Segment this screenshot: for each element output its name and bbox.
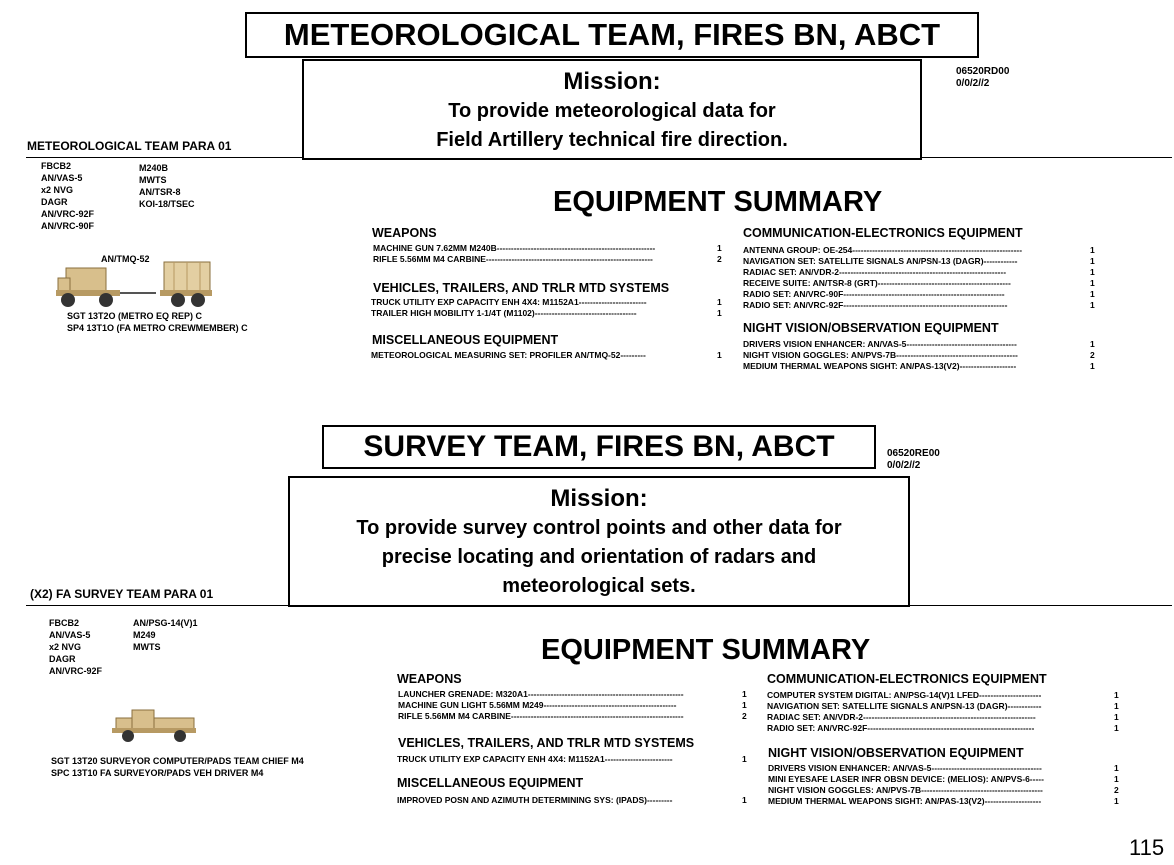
survey-item: x2 NVG (49, 642, 82, 652)
survey-misc-heading: MISCELLANEOUS EQUIPMENT (397, 776, 584, 790)
met-vehicle-qty: 1 (717, 308, 722, 318)
survey-comm-qty: 1 (1114, 723, 1119, 733)
met-item: AN/VAS-5 (41, 173, 83, 183)
survey-item: MWTS (133, 642, 161, 652)
survey-nv-name: MEDIUM THERMAL WEAPONS SIGHT: AN/PAS-13(V2)-------------------- (768, 796, 1042, 806)
met-comm-qty: 1 (1090, 300, 1095, 310)
met-misc-list (371, 350, 723, 361)
met-comm-row (743, 289, 1103, 300)
met-vehicle-row (371, 297, 723, 308)
survey-misc-qty: 1 (742, 795, 747, 805)
survey-para-label: (X2) FA SURVEY TEAM PARA 01 (30, 587, 214, 601)
survey-mission-box (288, 476, 910, 607)
met-comm-name: RADIAC SET: AN/VDR-2----------------------------------------------------------- (743, 267, 1007, 277)
survey-comm-list (767, 690, 1127, 734)
met-comm-name: RADIO SET: AN/VRC-90F--------------------------------------------------------- (743, 289, 1005, 299)
survey-nv-row (768, 763, 1128, 774)
met-comm-name: ANTENNA GROUP: OE-254------------------------------------------------------------ (743, 245, 1023, 255)
met-vehicles-list (371, 297, 723, 319)
survey-item: AN/VRC-92F (49, 666, 103, 676)
truck-with-trailer-image (56, 260, 212, 310)
survey-weapon-row (398, 711, 750, 722)
survey-vehicles-list (397, 754, 750, 765)
survey-mission-heading: Mission: (550, 485, 648, 512)
met-comm-qty: 1 (1090, 278, 1095, 288)
survey-misc-row (397, 795, 750, 806)
survey-weapon-name: LAUNCHER GRENADE: M320A1------------------------------------------------------- (398, 689, 684, 699)
survey-nv-list (768, 763, 1128, 807)
survey-weapon-qty: 1 (742, 689, 747, 699)
survey-vehicle-name: TRUCK UTILITY EXP CAPACITY ENH 4X4: M1152A1------------------------ (397, 754, 673, 764)
met-comm-name: RECEIVE SUITE: AN/TSR-8 (GRT)----------------------------------------------- (743, 278, 1011, 288)
survey-misc-name: IMPROVED POSN AND AZIMUTH DETERMINING SYS: (IPADS)--------- (397, 795, 673, 805)
met-comm-row (743, 300, 1103, 311)
met-item: MWTS (139, 175, 167, 185)
met-comm-name: RADIO SET: AN/VRC-92F---------------------------------------------------------- (743, 300, 1008, 310)
met-comm-row (743, 267, 1103, 278)
met-nv-name: DRIVERS VISION ENHANCER: AN/VAS-5--------------------------------------- (743, 339, 1017, 349)
survey-weapon-name: RIFLE 5.56MM M4 CARBINE------------------------------------------------------------- (398, 711, 684, 721)
survey-mission-line: meteorological sets. (502, 575, 696, 597)
met-weapon-qty: 2 (717, 254, 722, 264)
survey-unit-code (887, 448, 940, 472)
survey-comm-row (767, 723, 1127, 734)
survey-item: FBCB2 (49, 618, 80, 628)
met-para-label: METEOROLOGICAL TEAM PARA 01 (27, 139, 232, 153)
survey-nv-row (768, 796, 1128, 807)
survey-vehicle-qty: 1 (742, 754, 747, 764)
met-comm-heading: COMMUNICATION-ELECTRONICS EQUIPMENT (743, 226, 1023, 240)
survey-nv-heading: NIGHT VISION/OBSERVATION EQUIPMENT (768, 746, 1024, 760)
survey-code-line: 0/0/2//2 (887, 460, 921, 471)
survey-item: DAGR (49, 654, 76, 664)
survey-items-col1 (49, 617, 102, 677)
survey-comm-name: NAVIGATION SET: SATELLITE SIGNALS AN/PSN-13 (DAGR)------------ (767, 701, 1042, 711)
met-weapons-list (373, 243, 723, 265)
survey-item: AN/VAS-5 (49, 630, 91, 640)
met-code-line: 06520RD00 (956, 66, 1010, 77)
survey-weapon-qty: 2 (742, 711, 747, 721)
met-comm-row (743, 256, 1103, 267)
survey-nv-name: DRIVERS VISION ENHANCER: AN/VAS-5--------------------------------------- (768, 763, 1042, 773)
met-nv-row (743, 361, 1103, 372)
survey-comm-name: RADIO SET: AN/VRC-92F----------------------------------------------------------- (767, 723, 1035, 733)
survey-nv-row (768, 774, 1128, 785)
met-nv-row (743, 350, 1103, 361)
met-misc-heading: MISCELLANEOUS EQUIPMENT (372, 333, 559, 347)
met-personnel-line: SP4 13T1O (FA METRO CREWMEMBER) C (67, 323, 248, 333)
met-item: AN/VRC-92F (41, 209, 95, 219)
met-misc-name: METEOROLOGICAL MEASURING SET: PROFILER AN/TMQ-52--------- (371, 350, 646, 360)
met-vehicle-label: AN/TMQ-52 (101, 254, 150, 264)
survey-personnel-line: SPC 13T10 FA SURVEYOR/PADS VEH DRIVER M4 (51, 768, 264, 778)
survey-personnel (51, 755, 304, 779)
met-nv-row (743, 339, 1103, 350)
survey-nv-qty: 2 (1114, 785, 1119, 795)
survey-item: AN/PSG-14(V)1 (133, 618, 198, 628)
met-mission-line: Field Artillery technical fire direction. (436, 129, 788, 151)
met-comm-name: NAVIGATION SET: SATELLITE SIGNALS AN/PSN-13 (DAGR)------------ (743, 256, 1018, 266)
survey-weapon-qty: 1 (742, 700, 747, 710)
survey-nv-qty: 1 (1114, 774, 1119, 784)
met-item: FBCB2 (41, 161, 72, 171)
met-items-col2 (139, 162, 195, 210)
survey-comm-heading: COMMUNICATION-ELECTRONICS EQUIPMENT (767, 672, 1047, 686)
survey-comm-qty: 1 (1114, 690, 1119, 700)
survey-mission-line: To provide survey control points and other data for (356, 517, 842, 539)
page-number: 115 (1129, 835, 1165, 860)
met-weapon-row (373, 243, 723, 254)
met-nv-list (743, 339, 1103, 372)
met-personnel-line: SGT 13T2O (METRO EQ REP) C (67, 311, 203, 321)
met-code-line: 0/0/2//2 (956, 78, 990, 89)
met-comm-list (743, 245, 1103, 311)
survey-mission-line: precise locating and orientation of radars and (381, 546, 817, 568)
met-item: DAGR (41, 197, 68, 207)
met-nv-name: NIGHT VISION GOGGLES: AN/PVS-7B------------------------------------------- (743, 350, 1018, 360)
met-vehicle-qty: 1 (717, 297, 722, 307)
met-mission-heading: Mission: (563, 68, 661, 95)
survey-misc-list (397, 795, 750, 806)
survey-comm-name: RADIAC SET: AN/VDR-2------------------------------------------------------------- (767, 712, 1036, 722)
survey-weapons-list (398, 689, 750, 722)
survey-nv-name: MINI EYESAFE LASER INFR OBSN DEVICE: (MELIOS): AN/PVS-6----- (768, 774, 1044, 784)
met-misc-qty: 1 (717, 350, 722, 360)
met-unit-code (956, 66, 1009, 90)
survey-comm-row (767, 690, 1127, 701)
survey-code-line: 06520RE00 (887, 448, 940, 459)
met-misc-row (371, 350, 723, 361)
met-comm-qty: 1 (1090, 289, 1095, 299)
met-equipment-summary-title: EQUIPMENT SUMMARY (553, 186, 883, 218)
met-nv-heading: NIGHT VISION/OBSERVATION EQUIPMENT (743, 321, 999, 335)
survey-nv-row (768, 785, 1128, 796)
met-nv-qty: 1 (1090, 361, 1095, 371)
survey-items-col2 (133, 617, 198, 653)
met-item: M240B (139, 163, 169, 173)
survey-equipment-summary-title: EQUIPMENT SUMMARY (541, 634, 871, 666)
survey-weapon-row (398, 700, 750, 711)
met-title: METEOROLOGICAL TEAM, FIRES BN, ABCT (245, 12, 979, 58)
truck-image (112, 706, 198, 744)
met-vehicles-heading: VEHICLES, TRAILERS, AND TRLR MTD SYSTEMS (373, 281, 670, 295)
met-nv-qty: 1 (1090, 339, 1095, 349)
met-weapons-heading: WEAPONS (372, 226, 437, 240)
met-item: AN/VRC-90F (41, 221, 95, 231)
survey-vehicle-row (397, 754, 750, 765)
met-vehicle-row (371, 308, 723, 319)
met-items-col1 (41, 160, 94, 232)
survey-comm-qty: 1 (1114, 701, 1119, 711)
met-weapon-name: MACHINE GUN 7.62MM M240B-------------------------------------------------------- (373, 243, 656, 253)
met-weapon-qty: 1 (717, 243, 722, 253)
met-comm-qty: 1 (1090, 267, 1095, 277)
survey-nv-name: NIGHT VISION GOGGLES: AN/PVS-7B------------------------------------------- (768, 785, 1043, 795)
met-comm-row (743, 245, 1103, 256)
survey-comm-name: COMPUTER SYSTEM DIGITAL: AN/PSG-14(V)1 LFED---------------------- (767, 690, 1042, 700)
survey-comm-row (767, 701, 1127, 712)
met-comm-qty: 1 (1090, 245, 1095, 255)
survey-comm-qty: 1 (1114, 712, 1119, 722)
met-item: x2 NVG (41, 185, 74, 195)
met-personnel (67, 310, 248, 334)
met-mission-line: To provide meteorological data for (448, 100, 776, 122)
survey-weapon-name: MACHINE GUN LIGHT 5.56MM M249----------------------------------------------- (398, 700, 677, 710)
met-nv-qty: 2 (1090, 350, 1095, 360)
met-comm-row (743, 278, 1103, 289)
met-item: KOI-18/TSEC (139, 199, 195, 209)
survey-weapons-heading: WEAPONS (397, 672, 462, 686)
met-vehicle-name: TRUCK UTILITY EXP CAPACITY ENH 4X4: M1152A1------------------------ (371, 297, 647, 307)
met-weapon-name: RIFLE 5.56MM M4 CARBINE----------------------------------------------------------- (373, 254, 653, 264)
met-comm-qty: 1 (1090, 256, 1095, 266)
survey-title: SURVEY TEAM, FIRES BN, ABCT (322, 425, 876, 469)
met-mission-box (302, 59, 922, 160)
met-vehicle-name: TRAILER HIGH MOBILITY 1-1/4T (M1102)------------------------------------ (371, 308, 637, 318)
survey-nv-qty: 1 (1114, 763, 1119, 773)
survey-weapon-row (398, 689, 750, 700)
survey-item: M249 (133, 630, 156, 640)
survey-personnel-line: SGT 13T20 SURVEYOR COMPUTER/PADS TEAM CHIEF M4 (51, 756, 304, 766)
met-weapon-row (373, 254, 723, 265)
survey-nv-qty: 1 (1114, 796, 1119, 806)
survey-comm-row (767, 712, 1127, 723)
met-nv-name: MEDIUM THERMAL WEAPONS SIGHT: AN/PAS-13(V2)-------------------- (743, 361, 1017, 371)
survey-vehicles-heading: VEHICLES, TRAILERS, AND TRLR MTD SYSTEMS (398, 736, 695, 750)
met-item: AN/TSR-8 (139, 187, 181, 197)
